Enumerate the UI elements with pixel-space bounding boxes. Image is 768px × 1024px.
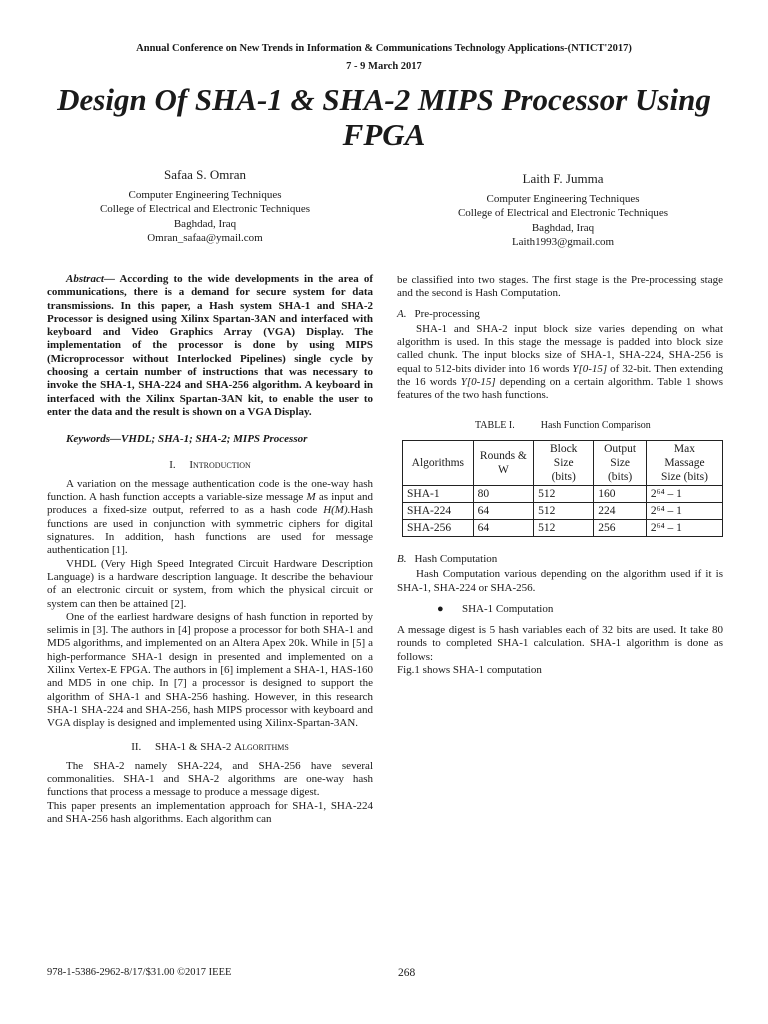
abstract-label: Abstract bbox=[66, 273, 104, 285]
author-dept: Computer Engineering Techniques bbox=[128, 188, 282, 201]
table-header: Output Size (bits) bbox=[594, 440, 647, 485]
hash-computation-paragraph: Hash Computation various depending on the algorithm used if it is SHA-1, SHA-224 or SHA-256. bbox=[397, 568, 723, 594]
table-caption: TABLE I. Hash Function Comparison bbox=[475, 419, 651, 431]
author-city: Baghdad, Iraq bbox=[531, 221, 595, 234]
page-number: 268 bbox=[398, 967, 416, 979]
table-header: Rounds & W bbox=[473, 440, 533, 485]
author-college: College of Electrical and Electronic Techniques bbox=[457, 207, 669, 219]
table-header-row bbox=[403, 440, 723, 485]
author-college: College of Electrical and Electronic Techniques bbox=[99, 203, 311, 215]
preprocessing-paragraph: SHA-1 and SHA-2 input block size varies depending on what algorithm is used. In this stage the message is padded into block size called chunk. The input blocks size of SHA-1, SHA-224, SHA-256 is equal to 512-bits divider into 16 words Y[0-15] of 32-bit. Then extending the 16 words Y[0-15] depending on a certain algorithm. Table 1 shows features of the two hash functions. bbox=[397, 322, 724, 402]
abstract: Abstract— According to the wide developments in the area of communications, there is a demand for secure system for data transmissions. In this paper, a Hash system SHA-1 and SHA-2 Processor is designed using Xilinx Spartan-3AN and interfaced with keyboard and Video Graphics Array (VGA) Display. The implementation of the processor is done by using MIPS (Microprocessor without Interlocked Pipelines) single cycle by choosing a certain number of instructions that was necessary to invoke the SHA-1, SHA-224 and SHA-256 algorithm. A keyboard in interfaced with the Xilinx Spartan-3AN kit, to enable the user to enter the data and the result is shown on a VGA Display. bbox=[47, 273, 374, 418]
bullet-icon: ● bbox=[437, 602, 444, 615]
intro-paragraph-2: VHDL (Very High Speed Integrated Circuit Hardware Description Language) is a hardware description language. It describe the behaviour of an electronic circuit or system, from which the physical circuit or system can then be attained [2]. bbox=[47, 557, 373, 610]
table-row: SHA-1 80 512 160 2⁶⁴ – 1 bbox=[403, 485, 723, 502]
figure-reference: Fig.1 shows SHA-1 computation bbox=[397, 664, 542, 677]
sha1-paragraph: A message digest is 5 hash variables each of 32 bits are used. It take 80 rounds to completed SHA-1 calculation. SHA-1 algorithm is done as follows: bbox=[397, 624, 723, 663]
sec2-paragraph-1: The SHA-2 namely SHA-224, and SHA-256 have several commonalities. SHA-1 and SHA-2 algorithms are one-way hash functions that process a message to produce a message digest. bbox=[47, 759, 373, 799]
left-column bbox=[47, 273, 373, 826]
author-block-1 bbox=[40, 168, 370, 246]
keywords: Keywords—VHDL; SHA-1; SHA-2; MIPS Processor bbox=[66, 433, 308, 446]
section-heading-algorithms: II. SHA-1 & SHA-2 Algorithms bbox=[131, 740, 289, 753]
author-email: Omran_safaa@ymail.com bbox=[147, 232, 263, 244]
sec2-paragraph-2: This paper presents an implementation approach for SHA-1, SHA-224 and SHA-256 hash algorithms. Each algorithm can bbox=[47, 799, 373, 825]
author-city: Baghdad, Iraq bbox=[173, 217, 237, 230]
author-dept: Computer Engineering Techniques bbox=[486, 192, 640, 205]
bullet-sha1-computation: ● SHA-1 Computation bbox=[437, 602, 554, 615]
paper-title: Design Of SHA-1 & SHA-2 MIPS Processor Using FPGA bbox=[57, 82, 711, 152]
abstract-text: According to the wide developments in the area of communications, there is a demand for secure system for data transmissions. In this paper, a Hash system SHA-1 and SHA-2 Processor is designed using Xilinx Spartan-3AN and interfaced with keyboard and Video Graphics Array (VGA) Display. The implementation of the processor is done by using MIPS (Microprocessor without Interlocked Pipelines) single cycle by choosing a certain number of instructions that was necessary to invoke the SHA-1, SHA-224 and SHA-256 algorithm. A keyboard in interfaced with the Xilinx Spartan-3AN kit, to enable the user to enter the data and the result is shown on a VGA Display. bbox=[47, 273, 374, 418]
author-block-2 bbox=[398, 172, 728, 250]
subsection-hash-computation: B. Hash Computation bbox=[397, 552, 498, 565]
author-name: Laith F. Jumma bbox=[522, 171, 604, 186]
table-header: Block Size (bits) bbox=[534, 440, 594, 485]
conference-dates: 7 - 9 March 2017 bbox=[346, 61, 422, 72]
right-column bbox=[397, 274, 723, 677]
hash-comparison-table bbox=[402, 440, 723, 537]
conference-header: Annual Conference on New Trends in Information & Communications Technology Applications-(NTICT'2017) bbox=[136, 43, 632, 54]
author-email: Laith1993@gmail.com bbox=[511, 236, 615, 248]
table-row: SHA-256 64 512 256 2⁶⁴ – 1 bbox=[403, 519, 723, 536]
table-header: Max Massage Size (bits) bbox=[646, 440, 722, 485]
sec2-paragraph-2-continued: be classified into two stages. The first stage is the Pre-processing stage and the second is Hash Computation. bbox=[397, 274, 723, 300]
footer-isbn: 978-1-5386-2962-8/17/$31.00 ©2017 IEEE bbox=[47, 967, 232, 978]
section-heading-introduction: I. Introduction bbox=[169, 458, 251, 471]
intro-paragraph-3: One of the earliest hardware designs of hash function in reported by selimis in [3]. The authors in [4] propose a processor for both SHA-1 and MD5 algorithms, and implemented on an Altera Apex 20k. While in [5] a high-performance SHA-1 design in presented and implemented on a Xilinx Vertex-E FPGA. The authors in [6] implement a SHA-1, HAS-160 and MD5 in one chip. In [7] a processor is designed to support the algorithm of SHA-1 and SHA-256 hashing. However, in this research SHA-1 SHA-224 and SHA-256, hash MIPS processor with keyboard and VGA display is designed and implemented using Xilinx-Spartan-3AN. bbox=[47, 610, 373, 730]
table-header: Algorithms bbox=[403, 440, 474, 485]
subsection-preprocessing: A. Pre-processing bbox=[397, 307, 480, 320]
author-name: Safaa S. Omran bbox=[164, 167, 246, 182]
intro-paragraph-1: A variation on the message authentication code is the one-way hash function. A hash function accepts a variable-size message M as input and produces a fixed-size output, referred to as a hash code H(M).Hash functions are used in conjunction with symmetric ciphers for digital signatures. In addition, hash functions are used for message authentication [1]. bbox=[47, 477, 373, 557]
table-row: SHA-224 64 512 224 2⁶⁴ – 1 bbox=[403, 502, 723, 519]
